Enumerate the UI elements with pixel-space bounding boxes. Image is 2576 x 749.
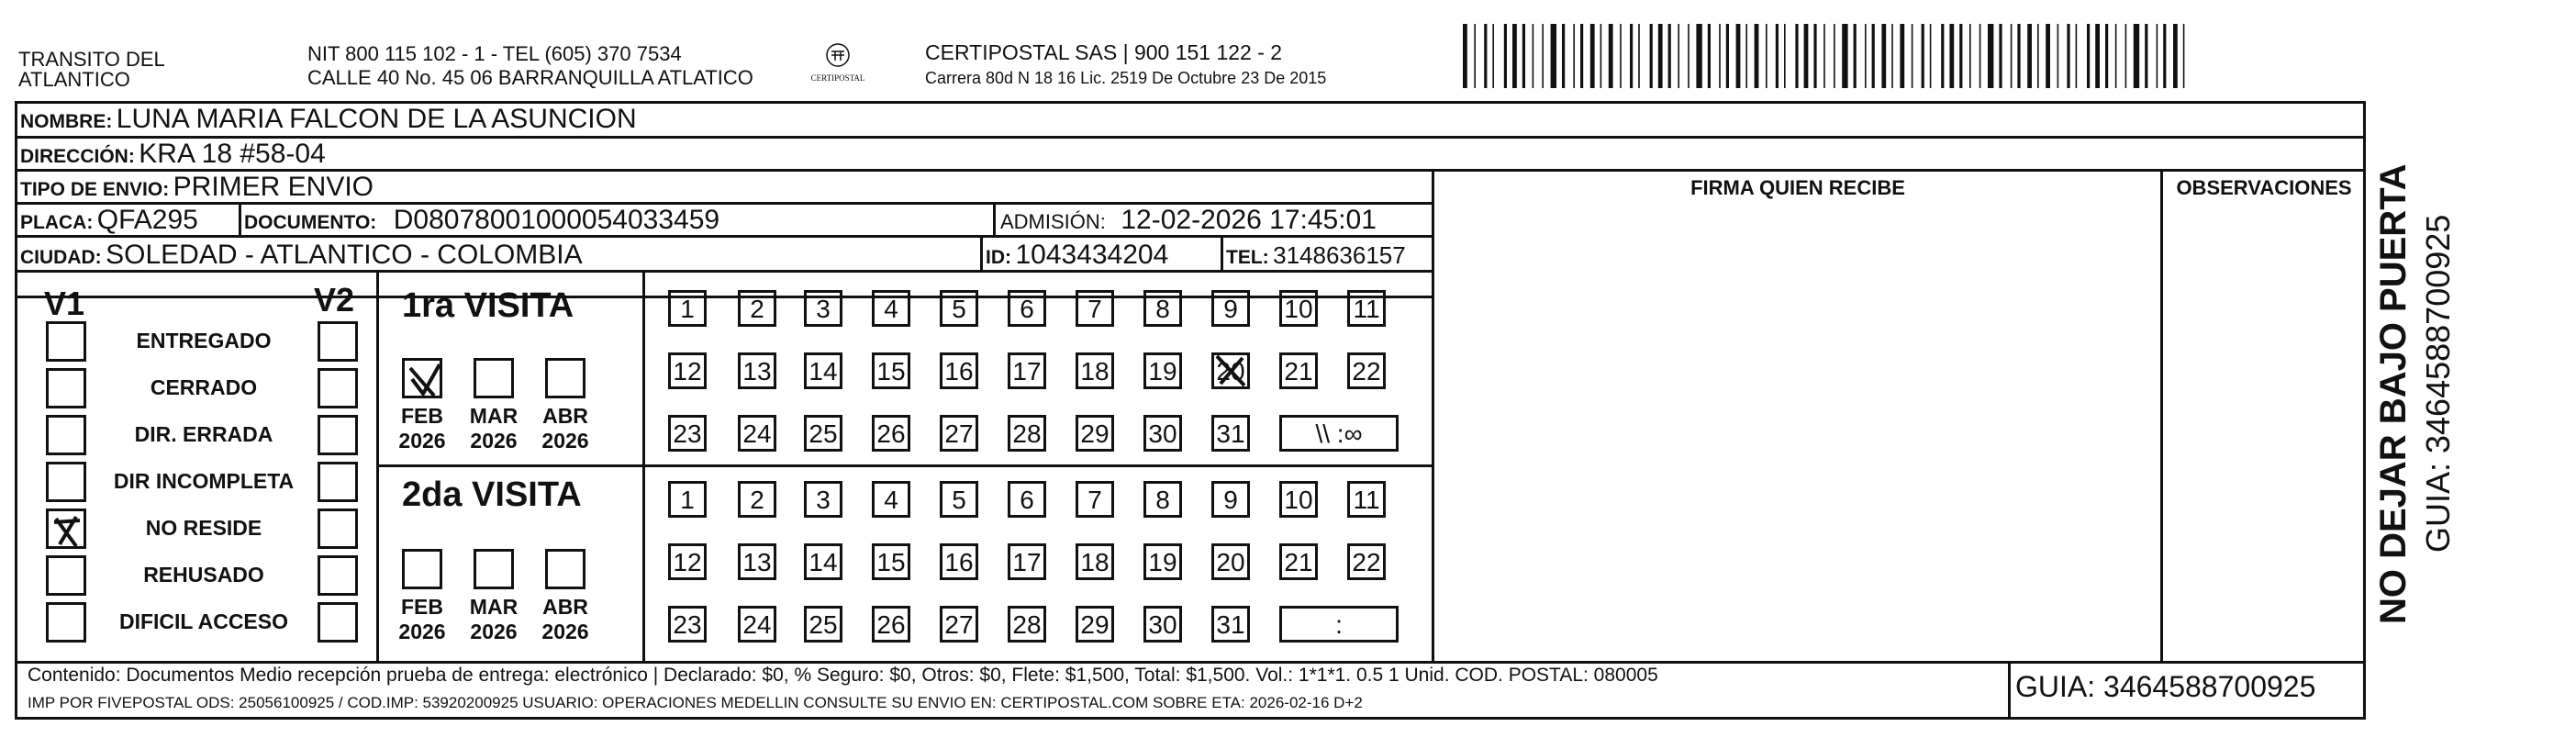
v2-header: V2 bbox=[314, 281, 355, 319]
visit2-time-box[interactable]: : bbox=[1279, 606, 1399, 643]
month-name: FEB bbox=[401, 404, 443, 428]
direccion-row bbox=[20, 138, 326, 175]
visit2-month-checkbox[interactable] bbox=[402, 549, 442, 589]
placa-row bbox=[20, 204, 198, 241]
nombre-label: NOMBRE: bbox=[20, 111, 113, 132]
v2-checkbox[interactable] bbox=[318, 602, 358, 643]
status-label: ENTREGADO bbox=[136, 329, 272, 352]
visit1-month-checkbox[interactable] bbox=[402, 358, 442, 398]
visit2-day-box[interactable]: 28 bbox=[1008, 606, 1046, 643]
status-label: DIFICIL ACCESO bbox=[118, 609, 288, 633]
issuer-name-line2: ATLANTICO bbox=[18, 68, 130, 91]
month-name: MAR bbox=[469, 404, 519, 428]
visit1-day-box[interactable]: 30 bbox=[1143, 415, 1182, 452]
month-year: 2026 bbox=[398, 429, 446, 453]
visit1-day-box[interactable]: 17 bbox=[1008, 352, 1046, 389]
side-guia: GUIA: 3464588700925 bbox=[2419, 214, 2457, 553]
contenido-text: Contenido: Documentos Medio recepción prueba de entrega: electrónico | Declarado: $0, % Seguro: $0, Otros: $0, Flete: $1,500, Total: $1,500. Vol.: 1*1*1. 0.5 1 Unid. COD. POSTAL: 080005 bbox=[28, 665, 1658, 686]
admision-label: ADMISIÓN: bbox=[1000, 210, 1106, 233]
v2-checkbox[interactable] bbox=[318, 415, 358, 455]
divider bbox=[1432, 169, 1434, 663]
visit2-day-box[interactable]: 17 bbox=[1008, 543, 1046, 580]
placa-label: PLACA: bbox=[20, 212, 94, 233]
visit1-day-box[interactable]: 1 bbox=[668, 290, 707, 327]
month-name: MAR bbox=[469, 595, 519, 619]
imp-text: IMP POR FIVEPOSTAL ODS: 25056100925 / COD.IMP: 53920200925 USUARIO: OPERACIONES MEDELLIN CONSULTE SU ENVIO EN: CERTIPOSTAL.COM SOBRE ETA: 2026-02-16 D+2 bbox=[28, 694, 1363, 711]
issuer-name-line1: TRANSITO DEL bbox=[18, 48, 165, 71]
firma-header: FIRMA QUIEN RECIBE bbox=[1690, 176, 1905, 199]
visit2-day-box[interactable]: 30 bbox=[1143, 606, 1182, 643]
visit2-day-box[interactable]: 26 bbox=[872, 606, 910, 643]
visit2-day-box[interactable]: 13 bbox=[738, 543, 776, 580]
admision-value: 12-02-2026 17:45:01 bbox=[1121, 205, 1377, 235]
tel-label: TEL: bbox=[1226, 247, 1269, 268]
courier-address: Carrera 80d N 18 16 Lic. 2519 De Octubre 23 De 2015 bbox=[925, 69, 1327, 87]
id-label: ID: bbox=[986, 247, 1011, 268]
visit2-day-box[interactable]: 4 bbox=[872, 481, 910, 518]
month-year: 2026 bbox=[541, 429, 589, 453]
documento-row bbox=[244, 204, 719, 241]
id-row bbox=[986, 239, 1168, 276]
nombre-row bbox=[20, 103, 637, 140]
v1-header: V1 bbox=[44, 285, 85, 322]
visit1-month-label bbox=[536, 404, 595, 453]
v1-checkbox[interactable] bbox=[46, 321, 86, 362]
divider bbox=[980, 235, 983, 270]
guia-footer: GUIA: 3464588700925 bbox=[2015, 670, 2316, 703]
divider bbox=[15, 661, 2366, 664]
direccion-label: DIRECCIÓN: bbox=[20, 146, 135, 167]
documento-label: DOCUMENTO: bbox=[244, 212, 377, 233]
v1-checkbox[interactable] bbox=[46, 415, 86, 455]
documento-value: D08078001000054033459 bbox=[393, 205, 720, 235]
v2-checkbox[interactable] bbox=[318, 462, 358, 502]
v2-checkbox[interactable] bbox=[318, 321, 358, 362]
nombre-value: LUNA MARIA FALCON DE LA ASUNCION bbox=[116, 104, 637, 134]
v1-checkbox[interactable] bbox=[46, 602, 86, 643]
checkmark-icon bbox=[49, 511, 89, 552]
visit2-day-box[interactable]: 14 bbox=[804, 543, 842, 580]
visit1-day-box[interactable]: 7 bbox=[1076, 290, 1114, 327]
ciudad-row bbox=[20, 239, 583, 276]
visit1-day-box[interactable]: 2 bbox=[738, 290, 776, 327]
visit2-day-box[interactable]: 23 bbox=[668, 606, 707, 643]
visit2-month-label bbox=[464, 595, 523, 644]
divider bbox=[1221, 235, 1223, 270]
visit2-day-box[interactable]: 27 bbox=[940, 606, 978, 643]
v1-checkbox[interactable] bbox=[46, 462, 86, 502]
v1-checkbox[interactable] bbox=[46, 555, 86, 596]
visit1-month-label bbox=[464, 404, 523, 453]
visit1-day-box[interactable]: 11 bbox=[1347, 290, 1386, 327]
visit1-day-box[interactable]: 18 bbox=[1076, 352, 1114, 389]
status-label: CERRADO bbox=[150, 375, 258, 399]
cross-mark-icon bbox=[1211, 352, 1250, 389]
issuer-address: CALLE 40 No. 45 06 BARRANQUILLA ATLATICO bbox=[307, 66, 753, 89]
visit1-day-box[interactable]: 5 bbox=[940, 290, 978, 327]
visit2-day-box[interactable]: 29 bbox=[1076, 606, 1114, 643]
visit2-day-box[interactable]: 11 bbox=[1347, 481, 1386, 518]
month-year: 2026 bbox=[398, 620, 446, 643]
visit1-day-box[interactable]: 9 bbox=[1211, 290, 1250, 327]
visit1-month-checkbox[interactable] bbox=[474, 358, 514, 398]
visit2-title: 2da VISITA bbox=[402, 475, 582, 514]
status-label: DIR INCOMPLETA bbox=[113, 469, 295, 493]
visit1-day-box[interactable]: 28 bbox=[1008, 415, 1046, 452]
admision-row bbox=[1000, 204, 1377, 241]
checkmark-icon bbox=[405, 361, 445, 401]
ciudad-value: SOLEDAD - ATLANTICO - COLOMBIA bbox=[106, 240, 583, 270]
visit1-day-box[interactable]: 12 bbox=[668, 352, 707, 389]
v2-checkbox[interactable] bbox=[318, 509, 358, 549]
visit1-day-box[interactable]: 21 bbox=[1279, 352, 1318, 389]
visit2-day-box[interactable]: 19 bbox=[1143, 543, 1182, 580]
visit2-day-box[interactable]: 20 bbox=[1211, 543, 1250, 580]
tel-value: 3148636157 bbox=[1273, 241, 1406, 269]
visit1-day-box[interactable]: 16 bbox=[940, 352, 978, 389]
visit2-day-box[interactable]: 31 bbox=[1211, 606, 1250, 643]
month-year: 2026 bbox=[470, 429, 518, 453]
svg-text:CERTIPOSTAL: CERTIPOSTAL bbox=[810, 73, 865, 83]
observaciones-header: OBSERVACIONES bbox=[2176, 176, 2352, 199]
visit1-day-box[interactable]: 31 bbox=[1211, 415, 1250, 452]
month-name: ABR bbox=[542, 404, 588, 428]
divider bbox=[993, 202, 996, 235]
visit1-day-box[interactable]: 25 bbox=[804, 415, 842, 452]
tipo-value: PRIMER ENVIO bbox=[173, 172, 374, 202]
month-name: FEB bbox=[401, 595, 443, 619]
visit2-day-box[interactable]: 5 bbox=[940, 481, 978, 518]
visit1-month-checkbox[interactable] bbox=[545, 358, 585, 398]
visit1-day-box[interactable]: 14 bbox=[804, 352, 842, 389]
visit1-day-box[interactable]: 20 bbox=[1211, 352, 1250, 389]
barcode bbox=[1463, 24, 2188, 88]
status-label: NO RESIDE bbox=[145, 516, 262, 540]
tipo-row bbox=[20, 171, 374, 208]
visit1-title: 1ra VISITA bbox=[402, 286, 574, 325]
visit2-day-box[interactable]: 12 bbox=[668, 543, 707, 580]
visit1-day-box[interactable]: 6 bbox=[1008, 290, 1046, 327]
visit2-day-box[interactable]: 21 bbox=[1279, 543, 1318, 580]
visit1-month-label bbox=[393, 404, 452, 453]
visit1-time-box[interactable]: \\ :∞ bbox=[1279, 415, 1399, 452]
visit2-day-box[interactable]: 22 bbox=[1347, 543, 1386, 580]
visit1-day-box[interactable]: 10 bbox=[1279, 290, 1318, 327]
visit1-day-box[interactable]: 27 bbox=[940, 415, 978, 452]
v2-checkbox[interactable] bbox=[318, 368, 358, 408]
divider bbox=[2160, 169, 2163, 663]
visit1-day-box[interactable]: 29 bbox=[1076, 415, 1114, 452]
divider bbox=[376, 464, 1433, 467]
v1-checkbox[interactable] bbox=[46, 509, 86, 549]
visit2-day-box[interactable]: 8 bbox=[1143, 481, 1182, 518]
visit2-day-box[interactable]: 9 bbox=[1211, 481, 1250, 518]
visit2-day-box[interactable]: 15 bbox=[872, 543, 910, 580]
placa-value: QFA295 bbox=[96, 205, 198, 235]
side-warning: NO DEJAR BAJO PUERTA bbox=[2373, 163, 2414, 624]
visit1-day-box[interactable]: 23 bbox=[668, 415, 707, 452]
courier-name: CERTIPOSTAL SAS | 900 151 122 - 2 bbox=[925, 40, 1283, 64]
visit1-day-box[interactable]: 13 bbox=[738, 352, 776, 389]
visit1-day-box[interactable]: 8 bbox=[1143, 290, 1182, 327]
visit2-day-box[interactable]: 25 bbox=[804, 606, 842, 643]
visit2-day-box[interactable]: 7 bbox=[1076, 481, 1114, 518]
ciudad-label: CIUDAD: bbox=[20, 247, 102, 268]
month-year: 2026 bbox=[470, 620, 518, 643]
id-value: 1043434204 bbox=[1015, 240, 1169, 270]
v1-checkbox[interactable] bbox=[46, 368, 86, 408]
visit2-day-box[interactable]: 3 bbox=[804, 481, 842, 518]
direccion-value: KRA 18 #58-04 bbox=[139, 139, 326, 169]
divider bbox=[239, 202, 241, 235]
status-label: REHUSADO bbox=[143, 563, 264, 587]
visit2-day-box[interactable]: 2 bbox=[738, 481, 776, 518]
status-label: DIR. ERRADA bbox=[134, 422, 273, 446]
tel-row bbox=[1226, 239, 1406, 276]
certipostal-logo bbox=[797, 40, 879, 88]
visit2-day-box[interactable]: 18 bbox=[1076, 543, 1114, 580]
visit1-day-box[interactable]: 15 bbox=[872, 352, 910, 389]
visit1-day-box[interactable]: 24 bbox=[738, 415, 776, 452]
visit2-month-checkbox[interactable] bbox=[545, 549, 585, 589]
visit1-day-box[interactable]: 4 bbox=[872, 290, 910, 327]
visit2-month-label bbox=[536, 595, 595, 644]
divider bbox=[2008, 661, 2011, 720]
divider bbox=[642, 270, 645, 663]
visit2-day-box[interactable]: 1 bbox=[668, 481, 707, 518]
tipo-label: TIPO DE ENVIO: bbox=[20, 179, 170, 200]
visit2-day-box[interactable]: 6 bbox=[1008, 481, 1046, 518]
v2-checkbox[interactable] bbox=[318, 555, 358, 596]
month-year: 2026 bbox=[541, 620, 589, 643]
visit2-day-box[interactable]: 10 bbox=[1279, 481, 1318, 518]
visit1-day-box[interactable]: 3 bbox=[804, 290, 842, 327]
visit1-day-box[interactable]: 22 bbox=[1347, 352, 1386, 389]
visit1-day-box[interactable]: 19 bbox=[1143, 352, 1182, 389]
visit1-day-box[interactable]: 26 bbox=[872, 415, 910, 452]
visit2-day-box[interactable]: 24 bbox=[738, 606, 776, 643]
month-name: ABR bbox=[542, 595, 588, 619]
visit2-day-box[interactable]: 16 bbox=[940, 543, 978, 580]
issuer-nit: NIT 800 115 102 - 1 - TEL (605) 370 7534 bbox=[307, 42, 682, 65]
visit2-month-checkbox[interactable] bbox=[474, 549, 514, 589]
visit2-month-label bbox=[393, 595, 452, 644]
